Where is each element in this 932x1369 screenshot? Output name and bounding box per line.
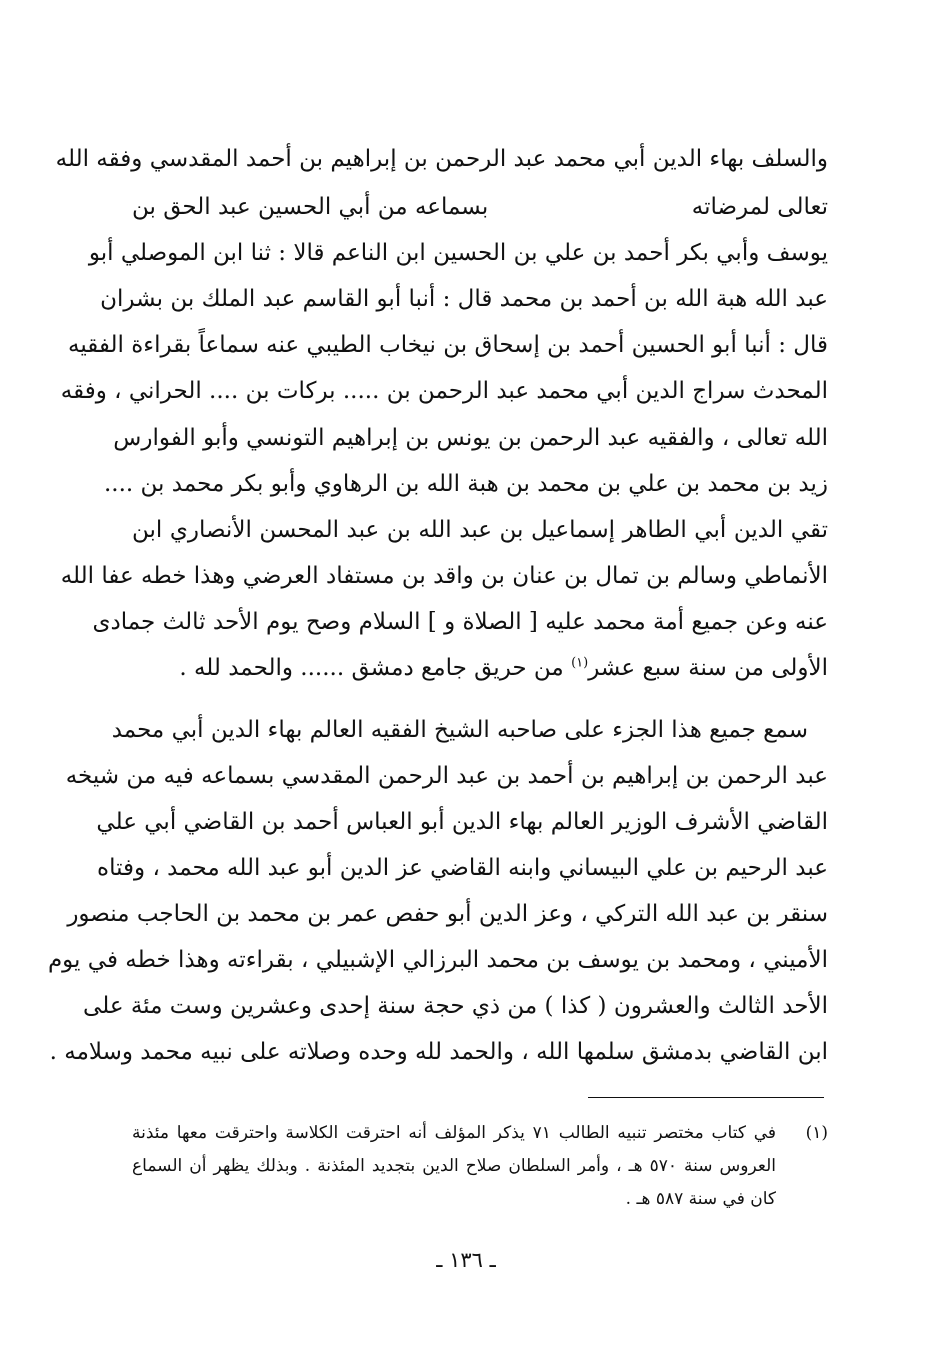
text-line: عبد الرحمن بن إبراهيم بن أحمد بن عبد الرحمن المقدسي بسماعه فيه من شيخه — [65, 763, 828, 789]
text-line: زيد بن محمد بن علي بن محمد بن هبة الله بن الرهاوي وأبو بكر محمد بن .... — [103, 471, 828, 497]
text-line: قال : أنبا أبو الحسين أحمد بن إسحاق بن نيخاب الطيبي عنه سماعاً بقراءة الفقيه — [68, 332, 828, 358]
footnote-line: في كتاب مختصر تنبيه الطالب ٧١ يذكر المؤلف أنه احترقت الكلاسة واحترقت معها مئذنة — [132, 1123, 776, 1143]
text-line: والسلف بهاء الدين أبي محمد عبد الرحمن بن إبراهيم بن أحمد المقدسي وفقه الله — [55, 146, 828, 172]
footnote-line: العروس سنة ٥٧٠ هـ ، وأمر السلطان صلاح الدين بتجديد المئذنة . وبذلك يظهر أن السماع — [132, 1156, 776, 1176]
text-segment: تعالى لمرضاته — [691, 194, 828, 220]
text-segment: من حريق جامع دمشق ...... والحمد لله . — [179, 655, 572, 681]
footnote-line: كان في سنة ٥٨٧ هـ . — [625, 1189, 776, 1209]
text-line: يوسف وأبي بكر أحمد بن علي بن الحسين ابن الناعم قالا : ثنا ابن الموصلي أبو — [88, 240, 828, 266]
text-line: القاضي الأشرف الوزير العالم بهاء الدين أبو العباس أحمد بن القاضي أبي علي — [96, 809, 828, 835]
text-line: سمع جميع هذا الجزء على صاحبه الشيخ الفقيه العالم بهاء الدين أبي محمد — [111, 717, 808, 743]
footnote-marker: (١) — [571, 655, 589, 671]
text-line: عبد الرحيم بن علي البيساني وابنه القاضي عز الدين أبو عبد الله محمد ، وفتاه — [97, 855, 828, 881]
text-line: عبد الله هبة الله بن أحمد بن محمد قال : أنبا أبو القاسم عبد الملك بن بشران — [100, 286, 828, 312]
text-line: سنقر بن عبد الله التركي ، وعز الدين أبو حفص عمر بن محمد بن الحاجب منصور — [67, 901, 828, 927]
text-line: عنه وعن جميع أمة محمد عليه [ الصلاة و ] السلام وصح يوم الأحد ثالث جمادى — [92, 609, 828, 635]
page-number: ـ ١٣٦ ـ — [436, 1248, 496, 1272]
text-line: الله تعالى ، والفقيه عبد الرحمن بن يونس بن إبراهيم التونسي وأبو الفوارس — [113, 425, 828, 451]
text-line: الأميني ، ومحمد بن يوسف بن محمد البرزالي الإشبيلي ، بقراءته وهذا خطه في يوم — [47, 947, 828, 973]
text-line: المحدث سراج الدين أبي محمد عبد الرحمن بن ..... بركات بن .... الحراني ، وفقه — [60, 378, 828, 404]
text-line: ابن القاضي بدمشق سلمها الله ، والحمد لله وحده وصلاته على نبيه محمد وسلامه . — [49, 1039, 828, 1065]
text-line: الأنماطي وسالم بن تمال بن عنان بن واقد بن مستفاد العرضي وهذا خطه عفا الله — [60, 563, 828, 589]
footnote — [47, 0, 828, 1230]
text-line: تقي الدين أبي الطاهر إسماعيل بن عبد الله بن عبد المحسن الأنصاري ابن — [132, 517, 828, 543]
text-segment: بسماعه من أبي الحسين عبد الحق بن — [132, 194, 489, 220]
text-line: الأحد الثالث والعشرون ( كذا ) من ذي حجة سنة إحدى وعشرين وست مئة على — [83, 993, 828, 1019]
text-segment: الأولى من سنة سبع عشر — [588, 655, 828, 681]
footnote-number: (١) — [805, 1123, 828, 1143]
